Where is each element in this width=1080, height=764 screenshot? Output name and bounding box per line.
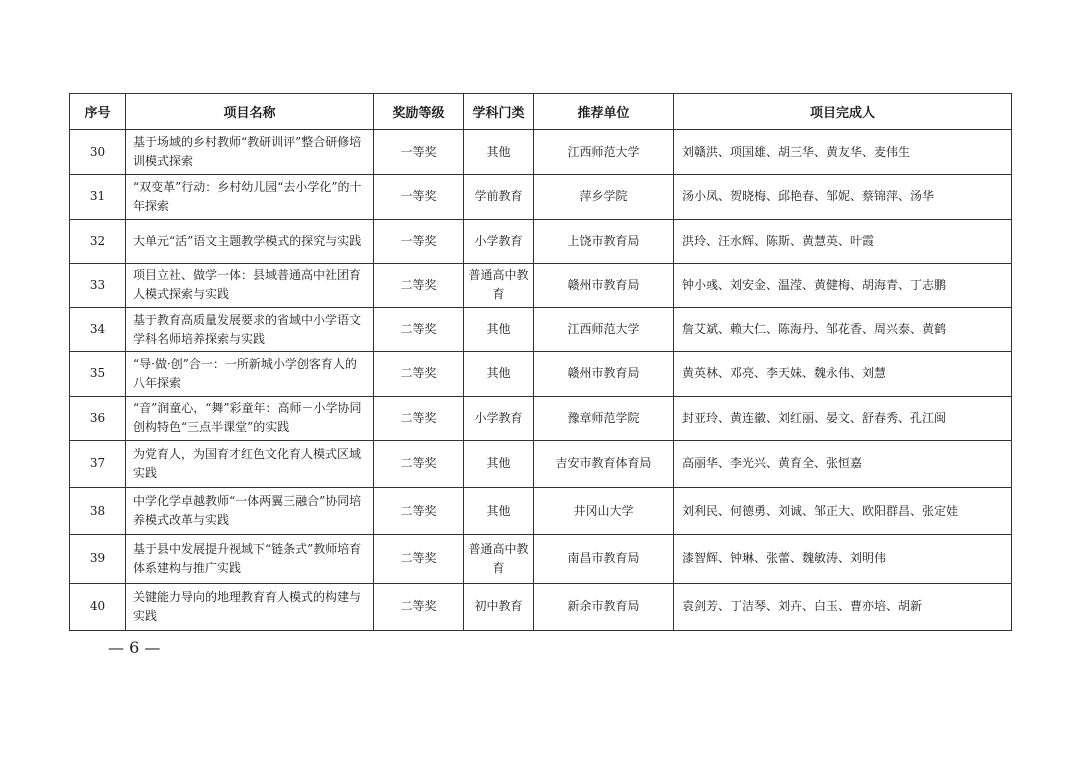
table-row (70, 130, 1012, 175)
table-body (70, 130, 1012, 631)
row-subject-category: 小学教育 (464, 396, 534, 440)
row-project-name: 基于场域的乡村教师“教研训评”整合研修培训模式探索 (126, 130, 374, 175)
row-project-name: “音”润童心，“舞”彩童年：高师－小学协同创构特色“三点半课堂”的实践 (126, 396, 374, 440)
row-recommending-unit: 江西师范大学 (534, 308, 674, 352)
table-row (70, 219, 1012, 263)
row-award-level: 二等奖 (374, 535, 464, 583)
table-header (70, 94, 1012, 130)
header-recommending-unit: 推荐单位 (534, 94, 674, 130)
row-recommending-unit: 萍乡学院 (534, 175, 674, 219)
row-subject-category: 其他 (464, 488, 534, 535)
header-row (70, 94, 1012, 130)
row-project-name: 为党育人，为国育才红色文化育人模式区域实践 (126, 440, 374, 487)
page-number: — 6 — (108, 638, 161, 657)
row-award-level: 二等奖 (374, 488, 464, 535)
row-subject-category: 初中教育 (464, 583, 534, 630)
row-subject-category: 其他 (464, 352, 534, 396)
row-award-level: 二等奖 (374, 396, 464, 440)
row-project-name: “双变革”行动：乡村幼儿园“去小学化”的十年探索 (126, 175, 374, 219)
row-project-members: 刘利民、何德勇、刘诚、邹正大、欧阳群昌、张定娃 (674, 488, 1012, 535)
row-seq: 35 (70, 352, 126, 396)
row-award-level: 二等奖 (374, 352, 464, 396)
table-row (70, 263, 1012, 307)
row-recommending-unit: 南昌市教育局 (534, 535, 674, 583)
table-row (70, 396, 1012, 440)
row-seq: 30 (70, 130, 126, 175)
table-row (70, 535, 1012, 583)
header-subject-category: 学科门类 (464, 94, 534, 130)
row-award-level: 二等奖 (374, 583, 464, 630)
row-seq: 32 (70, 219, 126, 263)
row-project-members: 刘赣洪、项国雄、胡三华、黄友华、麦伟生 (674, 130, 1012, 175)
row-project-members: 詹艾斌、赖大仁、陈海丹、邹花香、周兴泰、黄鹤 (674, 308, 1012, 352)
row-project-members: 高丽华、李光兴、黄育全、张恒嘉 (674, 440, 1012, 487)
row-subject-category: 其他 (464, 308, 534, 352)
header-project-name: 项目名称 (126, 94, 374, 130)
row-award-level: 一等奖 (374, 175, 464, 219)
table-row (70, 352, 1012, 396)
row-project-members: 袁剑芳、丁洁琴、刘卉、白玉、曹亦培、胡新 (674, 583, 1012, 630)
row-recommending-unit: 上饶市教育局 (534, 219, 674, 263)
row-seq: 36 (70, 396, 126, 440)
table-row (70, 175, 1012, 219)
row-project-members: 黄英林、邓亮、李天妹、魏永伟、刘慧 (674, 352, 1012, 396)
row-award-level: 一等奖 (374, 130, 464, 175)
row-seq: 31 (70, 175, 126, 219)
row-recommending-unit: 井冈山大学 (534, 488, 674, 535)
row-subject-category: 小学教育 (464, 219, 534, 263)
table-row (70, 583, 1012, 630)
row-project-members: 汤小凤、贺晓梅、邱艳春、邹妮、蔡锦萍、汤华 (674, 175, 1012, 219)
row-award-level: 二等奖 (374, 263, 464, 307)
row-seq: 38 (70, 488, 126, 535)
header-award-level: 奖励等级 (374, 94, 464, 130)
row-subject-category: 学前教育 (464, 175, 534, 219)
row-seq: 40 (70, 583, 126, 630)
row-project-name: 基于教育高质量发展要求的省域中小学语文学科名师培养探索与实践 (126, 308, 374, 352)
row-project-name: 项目立社、做学一体：县域普通高中社团育人模式探索与实践 (126, 263, 374, 307)
row-project-members: 封亚玲、黄连徽、刘红丽、晏文、舒春秀、孔江闽 (674, 396, 1012, 440)
row-project-name: 中学化学卓越教师“一体两翼三融合”协同培养模式改革与实践 (126, 488, 374, 535)
row-subject-category: 其他 (464, 130, 534, 175)
row-subject-category: 其他 (464, 440, 534, 487)
row-project-members: 钟小彧、刘安金、温滢、黄健梅、胡海青、丁志鹏 (674, 263, 1012, 307)
row-recommending-unit: 赣州市教育局 (534, 263, 674, 307)
header-project-members: 项目完成人 (674, 94, 1012, 130)
row-recommending-unit: 豫章师范学院 (534, 396, 674, 440)
row-seq: 37 (70, 440, 126, 487)
header-seq: 序号 (70, 94, 126, 130)
row-project-members: 洪玲、汪水辉、陈斯、黄慧英、叶霞 (674, 219, 1012, 263)
row-award-level: 二等奖 (374, 440, 464, 487)
row-project-name: 关键能力导向的地理教育育人模式的构建与实践 (126, 583, 374, 630)
row-award-level: 一等奖 (374, 219, 464, 263)
table-row (70, 308, 1012, 352)
row-project-name: “导·做·创”合一：一所新城小学创客育人的八年探索 (126, 352, 374, 396)
row-seq: 33 (70, 263, 126, 307)
row-project-name: 大单元“活”语文主题教学模式的探究与实践 (126, 219, 374, 263)
row-subject-category: 普通高中教育 (464, 535, 534, 583)
row-recommending-unit: 吉安市教育体育局 (534, 440, 674, 487)
row-project-members: 漆智辉、钟琳、张蕾、魏敏涛、刘明伟 (674, 535, 1012, 583)
row-subject-category: 普通高中教育 (464, 263, 534, 307)
awards-table (69, 93, 1012, 631)
row-seq: 34 (70, 308, 126, 352)
row-recommending-unit: 赣州市教育局 (534, 352, 674, 396)
table-row (70, 488, 1012, 535)
row-recommending-unit: 新余市教育局 (534, 583, 674, 630)
row-project-name: 基于县中发展提升视域下“链条式”教师培育体系建构与推广实践 (126, 535, 374, 583)
row-seq: 39 (70, 535, 126, 583)
row-award-level: 二等奖 (374, 308, 464, 352)
table-row (70, 440, 1012, 487)
row-recommending-unit: 江西师范大学 (534, 130, 674, 175)
